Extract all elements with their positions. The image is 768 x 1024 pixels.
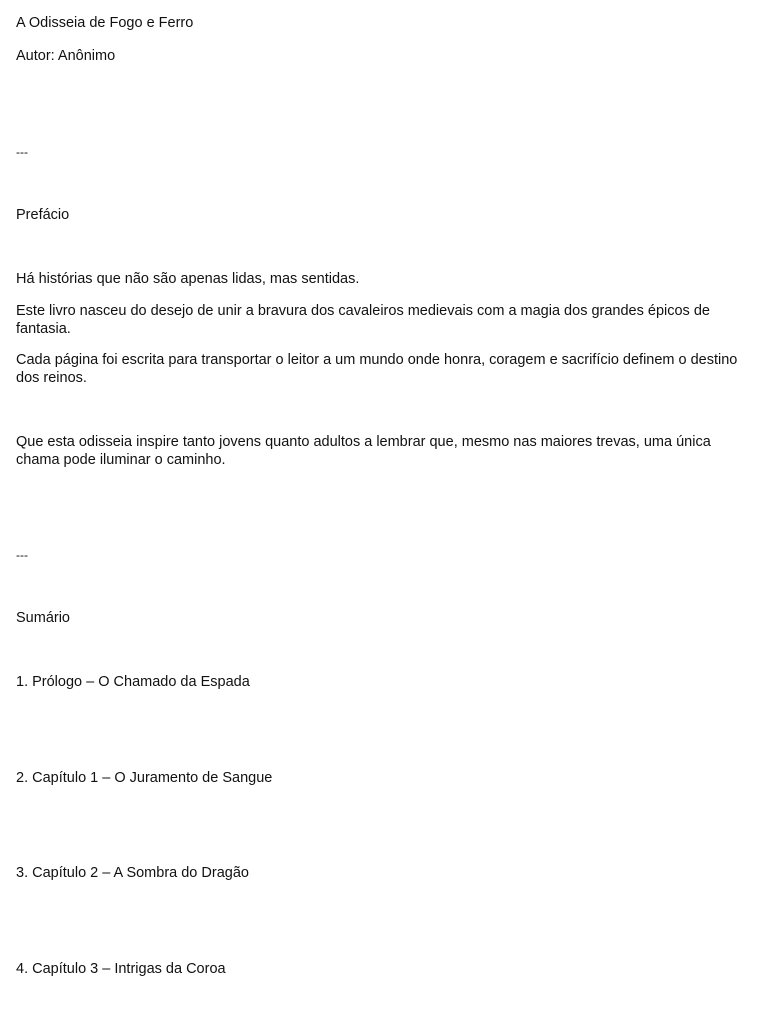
preface-heading: Prefácio [16,207,70,223]
toc-heading: Sumário [16,610,70,626]
toc-item: 4. Capítulo 3 – Intrigas da Coroa [16,961,226,977]
preface-paragraph: Que esta odisseia inspire tanto jovens quanto adultos a lembrar que, mesmo nas maiores trevas, uma única chama pode iluminar o caminho. [16,434,711,468]
toc-item: 2. Capítulo 1 – O Juramento de Sangue [16,770,273,786]
separator: --- [16,548,28,562]
document-title: A Odisseia de Fogo e Ferro [16,15,194,31]
preface-paragraph: Este livro nasceu do desejo de unir a bravura dos cavaleiros medievais com a magia dos grandes épicos de fantasia. [16,303,710,337]
preface-paragraph: Cada página foi escrita para transportar o leitor a um mundo onde honra, coragem e sacrifício definem o destino dos reinos. [16,352,738,386]
toc-item: 3. Capítulo 2 – A Sombra do Dragão [16,865,249,881]
toc-item: 1. Prólogo – O Chamado da Espada [16,674,250,690]
document-author: Autor: Anônimo [16,48,116,64]
preface-paragraph: Há histórias que não são apenas lidas, mas sentidas. [16,271,360,287]
separator: --- [16,145,28,159]
